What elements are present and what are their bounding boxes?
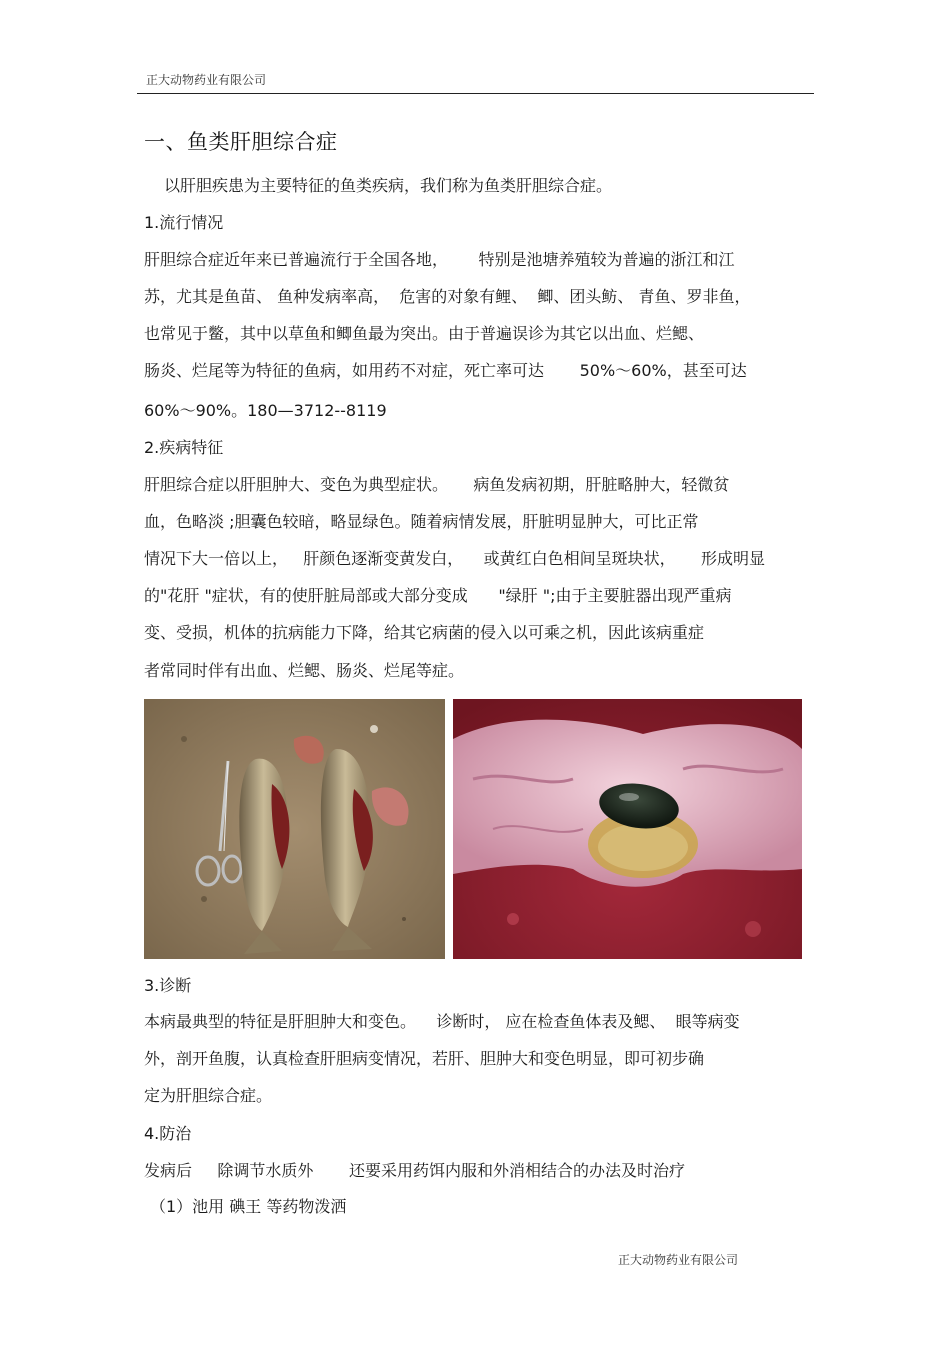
section2-line: 变、受损，机体的抗病能力下降，给其它病菌的侵入以可乘之机，因此该病重症	[144, 623, 705, 642]
section3-heading: 3.诊断	[144, 976, 192, 995]
section1-heading: 1.流行情况	[144, 213, 224, 232]
intro-paragraph: 以肝胆疾患为主要特征的鱼类疾病，我们称为鱼类肝胆综合症。	[164, 176, 613, 195]
section2-line: 情况下大一倍以上， 肝颜色逐渐变黄发白， 或黄红白色相间呈斑块状， 形成明显	[144, 549, 766, 568]
header-company: 正大动物药业有限公司	[146, 73, 267, 87]
section2-line: 的"花肝 "症状，有的使肝脏局部或大部分变成 "绿肝 ";由于主要脏器出现严重病	[144, 586, 732, 605]
section2-line: 者常同时伴有出血、烂鳃、肠炎、烂尾等症。	[144, 661, 465, 680]
page-title: 一、鱼类肝胆综合症	[144, 130, 338, 154]
section4-heading: 4.防治	[144, 1124, 192, 1143]
section3-line: 外，剖开鱼腹，认真检查肝胆病变情况，若肝、胆肿大和变色明显，即可初步确	[144, 1049, 705, 1068]
section4-line: 发病后 除调节水质外 还要采用药饵内服和外消相结合的办法及时治疗	[144, 1161, 686, 1180]
section3-line: 定为肝胆综合症。	[144, 1086, 273, 1105]
header-divider	[137, 93, 814, 94]
section1-line: 肠炎、烂尾等为特征的鱼病，如用药不对症，死亡率可达 50%～60%，甚至可达	[144, 361, 747, 380]
section1-line: 60%～90%。180—3712--8119	[144, 401, 387, 420]
section4-line: （1）池用 碘王 等药物泼洒	[150, 1197, 347, 1216]
photo-dissected-fish	[144, 699, 445, 959]
photo-liver-gallbladder	[453, 699, 802, 959]
section1-line: 苏，尤其是鱼苗、 鱼种发病率高， 危害的对象有鲤、 鲫、团头鲂、 青鱼、罗非鱼，	[144, 287, 751, 306]
section2-heading: 2.疾病特征	[144, 438, 224, 457]
section1-line: 也常见于鳖，其中以草鱼和鲫鱼最为突出。由于普遍误诊为其它以出血、烂鳃、	[144, 324, 705, 343]
section1-line: 肝胆综合症近年来已普遍流行于全国各地， 特别是池塘养殖较为普遍的浙江和江	[144, 250, 735, 269]
section2-line: 血，色略淡 ;胆囊色较暗，略显绿色。随着病情发展，肝脏明显肿大，可比正常	[144, 512, 699, 531]
footer-company: 正大动物药业有限公司	[618, 1253, 739, 1267]
section3-line: 本病最典型的特征是肝胆肿大和变色。 诊断时， 应在检查鱼体表及鳃、 眼等病变	[144, 1012, 740, 1031]
section2-line: 肝胆综合症以肝胆肿大、变色为典型症状。 病鱼发病初期，肝脏略肿大，轻微贫	[144, 475, 730, 494]
